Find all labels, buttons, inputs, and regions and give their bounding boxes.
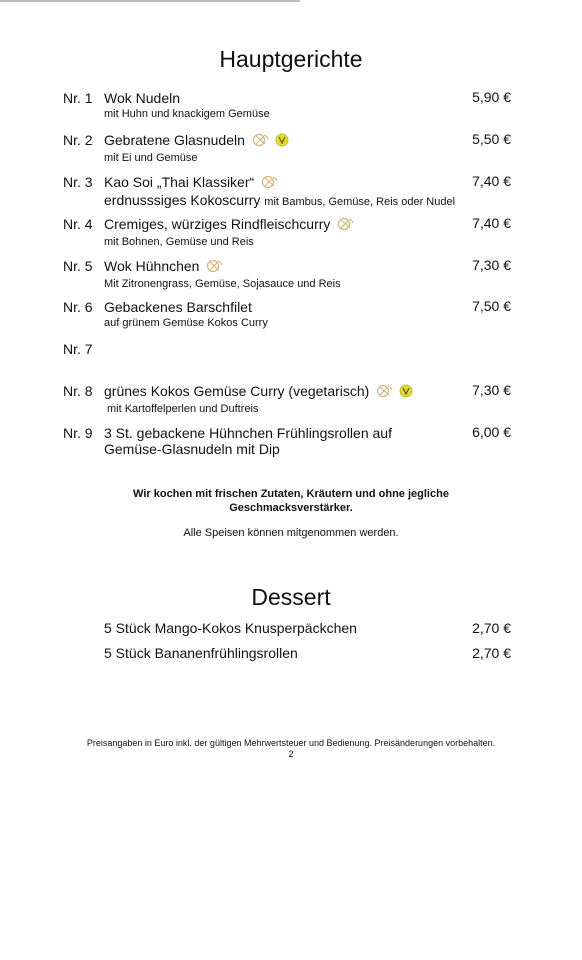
menu-item (104, 132, 291, 165)
item-icons (338, 217, 356, 234)
price-disclaimer: Preisangaben in Euro inkl. der gültigen Mehrwertsteuer und Bedienung. Preisänderungen vorbehalten. (86, 738, 496, 748)
sesame-icon (338, 217, 354, 231)
item-name: Wok Nudeln (104, 90, 181, 106)
item-icons (262, 175, 280, 192)
page-title: Hauptgerichte (219, 46, 363, 72)
item-price: 7,30 € (472, 257, 511, 273)
item-name: Gebratene Glasnudeln (104, 132, 245, 148)
vegetarian-icon (275, 133, 289, 147)
item-name-line2: Gemüse-Glasnudeln mit Dip (104, 441, 280, 457)
sesame-icon (262, 175, 278, 189)
item-number: Nr. 3 (63, 174, 93, 190)
item-name-line2: erdnusssiges Kokoscurry (104, 192, 261, 208)
menu-item (104, 258, 341, 291)
takeaway-note: Alle Speisen können mitgenommen werden. (183, 527, 399, 539)
dessert-price: 2,70 € (472, 645, 511, 661)
menu-item (104, 299, 268, 330)
item-icons (377, 384, 415, 401)
item-number: Nr. 9 (63, 425, 93, 441)
sesame-icon (253, 133, 269, 147)
menu-item (104, 90, 270, 121)
menu-item (104, 216, 356, 249)
item-number: Nr. 8 (63, 383, 93, 399)
item-price: 7,50 € (472, 298, 511, 314)
item-number: Nr. 1 (63, 90, 93, 106)
item-icons (207, 259, 225, 276)
item-number: Nr. 5 (63, 258, 93, 274)
dessert-item: 5 Stück Bananenfrühlingsrollen (104, 645, 298, 661)
item-price: 7,40 € (472, 173, 511, 189)
item-description: mit Bambus, Gemüse, Reis oder Nudel (264, 196, 456, 208)
item-description: mit Huhn und knackigem Gemüse (104, 108, 270, 120)
item-name: Gebackenes Barschfilet (104, 299, 252, 315)
item-number: Nr. 6 (63, 299, 93, 315)
menu-item (104, 425, 392, 457)
item-name: Kao Soi „Thai Klassiker“ (104, 174, 255, 190)
item-number: Nr. 4 (63, 216, 93, 232)
dessert-title: Dessert (251, 584, 331, 610)
item-description: mit Kartoffelperlen und Duftreis (107, 403, 259, 415)
item-price: 5,90 € (472, 89, 511, 105)
item-price: 7,30 € (472, 382, 511, 398)
item-description: Mit Zitronengrass, Gemüse, Sojasauce und Reis (104, 278, 341, 290)
item-description: mit Bohnen, Gemüse und Reis (104, 236, 254, 248)
item-name: Cremiges, würziges Rindfleischcurry (104, 216, 331, 232)
fresh-ingredients-note (0, 487, 582, 515)
vegetarian-icon (399, 384, 413, 398)
item-name: 3 St. gebackene Hühnchen Frühlingsrollen auf (104, 425, 392, 441)
item-icons (253, 133, 291, 150)
sesame-icon (207, 259, 223, 273)
item-description: mit Ei und Gemüse (104, 152, 198, 164)
item-number: Nr. 2 (63, 132, 93, 148)
dessert-item: 5 Stück Mango-Kokos Knusperpäckchen (104, 620, 357, 636)
sesame-icon (377, 384, 393, 398)
top-border-line (0, 0, 300, 2)
menu-item (104, 383, 415, 416)
item-number: Nr. 7 (63, 341, 93, 357)
note-line-1: Wir kochen mit frischen Zutaten, Kräutern und ohne jegliche (133, 488, 449, 500)
item-name: grünes Kokos Gemüse Curry (vegetarisch) (104, 383, 370, 399)
item-price: 6,00 € (472, 424, 511, 440)
item-name: Wok Hühnchen (104, 258, 200, 274)
item-price: 7,40 € (472, 215, 511, 231)
item-description: auf grünem Gemüse Kokos Curry (104, 317, 268, 329)
note-line-2: Geschmacksverstärker. (229, 502, 353, 514)
menu-item (104, 174, 455, 210)
item-price: 5,50 € (472, 131, 511, 147)
page-number: 2 (288, 749, 294, 759)
dessert-price: 2,70 € (472, 620, 511, 636)
